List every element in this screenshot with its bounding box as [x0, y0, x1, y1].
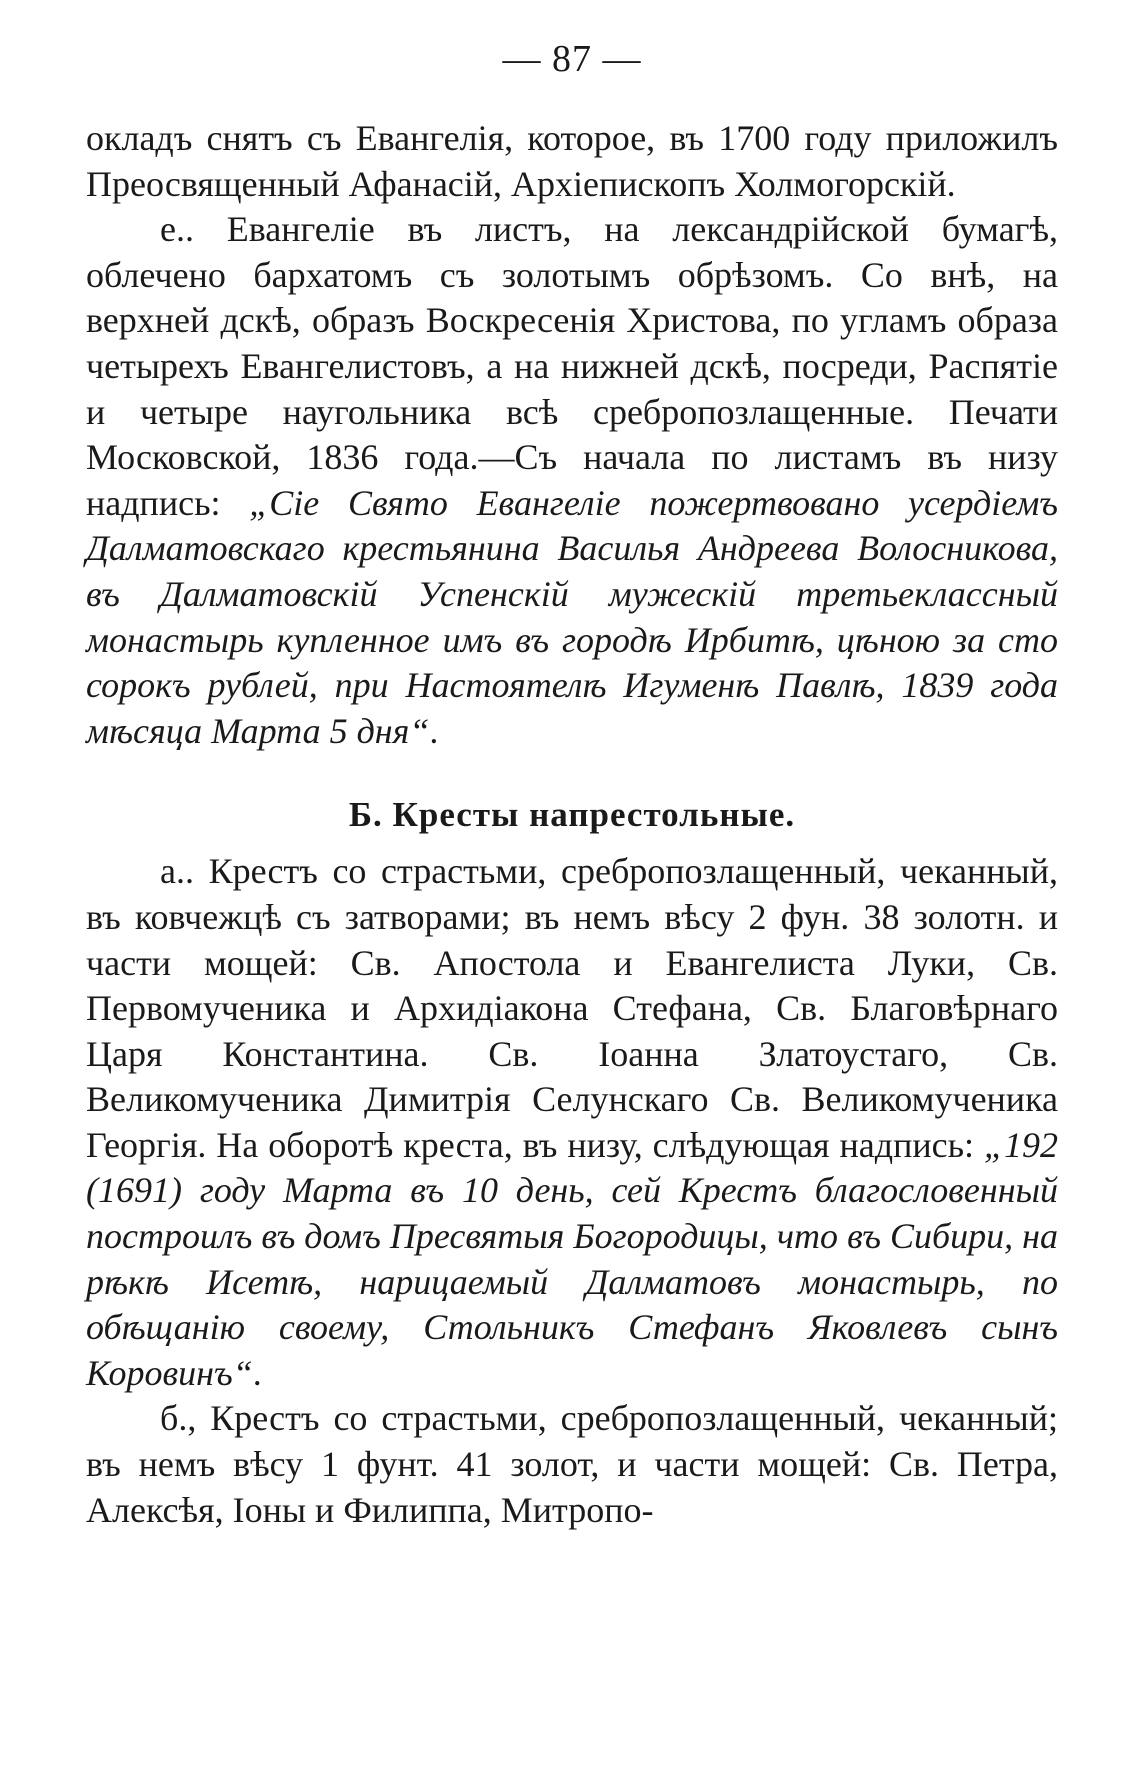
paragraph-krest-a-end: .	[252, 1352, 262, 1393]
inscription-evangelie: „Сіе Свято Евангеліе пожертвовано усердіемъ Далматовскаго крестьянина Василья Андреева Волосникова, въ Далматовскій Успенскій мужескій третьеклассный монастырь купленное имъ въ городѣ Ирбитѣ, цѣною за сто сорокъ рублей, при Настоятелѣ Игуменѣ Павлѣ, 1839 года мѣсяца Марта 5 дня“	[86, 482, 1058, 751]
paragraph-evangelie-e-text: е.. Евангеліе въ листъ, на лександрійской бумагѣ, облечено бархатомъ съ золотымъ обрѣзомъ. Со внѣ, на верхней дскѣ, образъ Воскресенія Христова, по угламъ образа четырехъ Евангелистовъ, а на нижней дскѣ, посреди, Распятіе и четыре наугольника всѣ сребропозлащенные. Печати Московской, 1836 года.—Съ начала по листамъ въ низу надпись:	[86, 209, 1058, 523]
paragraph-okladu-text: окладъ снятъ съ Евангелія, которое, въ 1700 году приложилъ Преосвященный Афанасій, Архіепископъ Холмогорскій.	[86, 118, 1058, 204]
page-number: — 87 —	[502, 38, 642, 80]
paragraph-krest-b-text: б., Крестъ со страстьми, сребропозлащенный, чеканный; въ немъ вѣсу 1 фунт. 41 золот, и части мощей: Св. Петра, Алексѣя, Іоны и Филиппа, Митропо-	[86, 1398, 1058, 1530]
paragraph-krest-a	[86, 849, 1058, 1396]
paragraph-okladu	[86, 116, 1058, 207]
paragraph-krest-b	[86, 1396, 1058, 1533]
inscription-krest-a: „192 (1691) году Марта въ 10 день, сей Крестъ благословенный построилъ въ домъ Пресвятыя Богородицы, что въ Сибири, на рѣкѣ Исетѣ, нарицаемый Далматовъ монастырь, по обѣщанію своему, Стольникъ Стефанъ Яковлевъ сынъ Коровинъ“	[86, 1124, 1058, 1393]
book-page	[86, 40, 1058, 1533]
section-heading-kresty: Б. Кресты напрестольные.	[348, 795, 796, 835]
paragraph-evangelie-e-end: .	[429, 710, 439, 751]
paragraph-krest-a-text: а.. Крестъ со страстьми, сребропозлащенный, чеканный, въ ковчежцѣ съ затворами; въ немъ вѣсу 2 фун. 38 золотн. и части мощей: Св. Апостола и Евангелиста Луки, Св. Первомученика и Архидіакона Стефана, Св. Благовѣрнаго Царя Константина. Св. Іоанна Златоустаго, Св. Великомученика Димитрія Селунскаго Св. Великомученика Георгія. На оборотѣ креста, въ низу, слѣдующая надпись:	[86, 851, 1058, 1165]
paragraph-evangelie-e	[86, 207, 1058, 754]
